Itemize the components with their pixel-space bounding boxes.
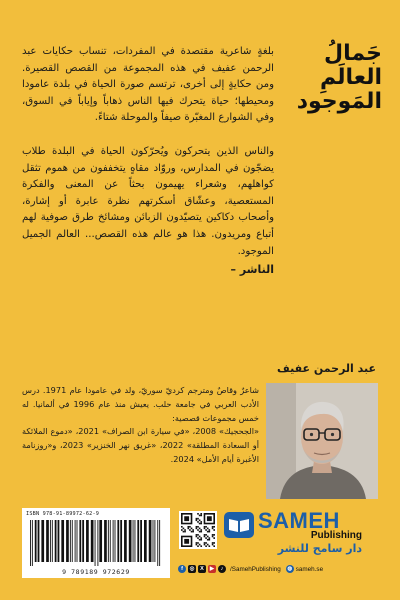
- tiktok-icon[interactable]: ♪: [218, 565, 226, 573]
- qr-module: [181, 526, 183, 528]
- qr-module: [197, 537, 199, 539]
- qr-module: [207, 539, 209, 541]
- qr-module: [205, 545, 207, 547]
- social-links: [178, 562, 382, 576]
- qr-module: [212, 542, 214, 544]
- author-name: عبد الرحمن عفيف: [277, 362, 376, 375]
- qr-module: [204, 542, 206, 544]
- qr-module: [200, 523, 202, 525]
- qr-module: [189, 526, 191, 528]
- isbn-barcode: [22, 508, 170, 578]
- barcode-bar: [46, 520, 49, 562]
- facebook-icon[interactable]: f: [178, 565, 186, 573]
- barcode-bar: [133, 520, 134, 562]
- barcode-bar: [135, 520, 136, 562]
- x-icon[interactable]: X: [198, 565, 206, 573]
- barcode-bar: [72, 520, 73, 562]
- social-handle[interactable]: /SamehPublishing: [230, 565, 281, 573]
- barcode-bar: [99, 520, 102, 562]
- publisher-subbrand: Publishing: [310, 530, 362, 541]
- author-bio-paragraph: «الجحجيك» 2008، «في سيارة ابن الصراف» 2021، «دموع الملائكة أو السعادة المطلقة» 2022، «غريق نهر الخنزير» 2023، و«روزنامة الأغبرة أيام الأمل» 2024.: [22, 426, 260, 464]
- barcode-bar: [79, 520, 81, 562]
- qr-module: [209, 529, 211, 531]
- qr-module: [207, 536, 209, 538]
- qr-module: [184, 516, 189, 521]
- author-bio: [22, 384, 259, 467]
- barcode-bar: [117, 520, 119, 562]
- qr-module: [184, 539, 189, 544]
- qr-module: [213, 542, 215, 544]
- qr-module: [209, 539, 211, 541]
- qr-module: [197, 518, 199, 520]
- qr-module: [196, 528, 198, 530]
- qr-module: [200, 515, 202, 517]
- qr-module: [199, 523, 201, 525]
- qr-module: [212, 528, 214, 530]
- barcode-bar: [82, 520, 84, 562]
- barcode-bar: [108, 520, 109, 562]
- barcode-bar: [38, 520, 40, 562]
- qr-module: [196, 526, 198, 528]
- barcode-bar: [35, 520, 37, 562]
- barcode-bar: [30, 520, 31, 566]
- qr-module: [183, 531, 185, 533]
- barcode-bar: [113, 520, 114, 562]
- qr-module: [196, 518, 198, 520]
- qr-module: [191, 531, 193, 533]
- barcode-bar: [77, 520, 78, 562]
- author-bio-paragraph: شاعرٌ وقاصٌ ومترجم كرديّ سوريّ، ولد في عامودا عام 1971. درس الأدب العربي في جامعة حلب. يعيش منذ عام 1996 في ألمانيا. له خمس مجموعات قصصية:: [22, 385, 259, 423]
- qr-module: [213, 529, 215, 531]
- qr-module: [192, 531, 194, 533]
- qr-module: [197, 513, 199, 515]
- qr-module: [196, 544, 198, 546]
- barcode-bar: [50, 520, 51, 562]
- qr-module: [213, 526, 215, 528]
- qr-module: [197, 542, 199, 544]
- qr-module: [189, 529, 191, 531]
- qr-module: [199, 515, 201, 517]
- barcode-bar: [140, 520, 142, 562]
- barcode-bar: [144, 520, 147, 562]
- title-line: العالَمِ: [320, 65, 382, 90]
- barcode-bar: [149, 520, 152, 562]
- qr-module: [191, 528, 193, 530]
- qr-module: [207, 516, 212, 521]
- qr-module: [200, 513, 202, 515]
- qr-module: [200, 537, 202, 539]
- qr-module: [200, 521, 202, 523]
- qr-module: [187, 526, 189, 528]
- barcode-bars: [28, 520, 164, 566]
- qr-module: [192, 529, 194, 531]
- barcode-bar: [70, 520, 71, 562]
- qr-module: [212, 534, 214, 536]
- qr-module: [207, 531, 209, 533]
- qr-module: [213, 545, 215, 547]
- qr-module: [184, 529, 186, 531]
- qr-module: [212, 544, 214, 546]
- qr-module: [183, 528, 185, 530]
- author-photo: [266, 383, 378, 499]
- book-title: [292, 42, 382, 114]
- qr-module: [199, 528, 201, 530]
- qr-module: [205, 542, 207, 544]
- website-link[interactable]: sameh.se: [295, 565, 324, 573]
- barcode-bar: [55, 520, 57, 562]
- globe-icon: ◍: [287, 566, 293, 572]
- qr-module: [213, 534, 215, 536]
- qr-module: [197, 526, 199, 528]
- qr-module: [196, 536, 198, 538]
- qr-module: [197, 545, 199, 547]
- qr-module: [204, 544, 206, 546]
- instagram-icon[interactable]: ◎: [189, 566, 195, 572]
- qr-module: [205, 529, 207, 531]
- qr-module: [196, 519, 198, 521]
- qr-module: [199, 531, 201, 533]
- qr-module: [204, 534, 206, 536]
- qr-module: [209, 531, 211, 533]
- qr-module: [207, 544, 209, 546]
- blurb-paragraph: والناس الذين يتحركون ويُحرّكون الحياة في البلدة طلاب يضجّون في المدارس، وروّاد مقاهٍ يتخففون من هموم تثقل كواهلهم، وشعراء يهيمون بحثاً عن المعنى والفكرة المستعصية، وعشّاق أسكرتهم نظرة عابرة أو إشارة، وأصحاب دكاكين يتصيّدون الزبائن ومشائخ طرق صوفية لهم أتباع ومريدون. هذا هو عالم هذه القصص... العالم الجميل الموجود.: [22, 145, 274, 257]
- qr-module: [196, 542, 198, 544]
- barcode-bar: [66, 520, 69, 562]
- barcode-bar: [154, 520, 155, 562]
- barcode-bar: [91, 520, 94, 562]
- qr-module: [205, 534, 207, 536]
- isbn-label: ISBN 978-91-89972-62-9: [26, 511, 100, 517]
- barcode-bar: [41, 520, 44, 562]
- qr-module: [200, 539, 202, 541]
- qr-module: [213, 537, 215, 539]
- title-line: المَوجود: [296, 89, 382, 114]
- qr-module: [196, 534, 198, 536]
- barcode-bar: [129, 520, 132, 562]
- youtube-icon[interactable]: ▶: [209, 566, 215, 572]
- qr-module: [197, 534, 199, 536]
- barcode-bar: [115, 520, 116, 562]
- barcode-bar: [52, 520, 53, 562]
- qr-module: [212, 526, 214, 528]
- qr-module: [181, 529, 183, 531]
- qr-module: [207, 528, 209, 530]
- barcode-bar: [58, 520, 60, 562]
- qr-module: [204, 536, 206, 538]
- qr-module: [209, 537, 211, 539]
- qr-module: [209, 545, 211, 547]
- isbn-digits: 9 789189 972629: [62, 568, 130, 576]
- barcode-bar: [159, 520, 160, 566]
- barcode-bar: [86, 520, 89, 562]
- barcode-bar: [110, 520, 111, 562]
- qr-code[interactable]: [179, 511, 217, 549]
- barcode-bar: [137, 520, 139, 562]
- barcode-bar: [61, 520, 64, 562]
- qr-code-pattern: [181, 513, 215, 547]
- qr-module: [204, 526, 206, 528]
- qr-module: [200, 545, 202, 547]
- qr-module: [187, 528, 189, 530]
- barcode-bar: [75, 520, 76, 562]
- qr-module: [197, 521, 199, 523]
- qr-module: [197, 529, 199, 531]
- publisher-arabic-name: دار سامح للنشر: [277, 542, 362, 555]
- qr-module: [200, 529, 202, 531]
- publisher-brand: SAMEH: [258, 508, 340, 533]
- qr-module: [199, 536, 201, 538]
- title-line: جَمالُ: [324, 41, 382, 66]
- qr-module: [199, 519, 201, 521]
- qr-module: [212, 536, 214, 538]
- qr-module: [199, 544, 201, 546]
- barcode-bar: [104, 520, 107, 562]
- book-blurb: [22, 44, 274, 279]
- blurb-paragraph: بلغةٍ شاعرية مقتصدة في المفردات، تنساب حكايات عبد الرحمن عفيف في هذه المجموعة من القصص القصيرة. ومن حكايةٍ إلى أخرى، ترتسم صورة الحياة في بلدة عامودا ومحيطها؛ حياة يتحرك فيها الناس ذهاباً وإياباً في السوق، وفي الشوارع المغبّرة صيفاً والموحلة شتاءً.: [22, 46, 274, 124]
- barcode-bar: [97, 520, 98, 566]
- qr-module: [199, 539, 201, 541]
- barcode-bar: [124, 520, 127, 562]
- blurb-signature: الناشر –: [230, 263, 274, 277]
- qr-module: [205, 526, 207, 528]
- barcode-bar: [157, 520, 158, 566]
- barcode-bar: [95, 520, 96, 566]
- barcode-bar: [32, 520, 33, 566]
- qr-module: [204, 528, 206, 530]
- barcode-bar: [120, 520, 122, 562]
- barcode-bar: [153, 520, 154, 562]
- qr-module: [200, 531, 202, 533]
- qr-module: [205, 537, 207, 539]
- qr-module: [184, 531, 186, 533]
